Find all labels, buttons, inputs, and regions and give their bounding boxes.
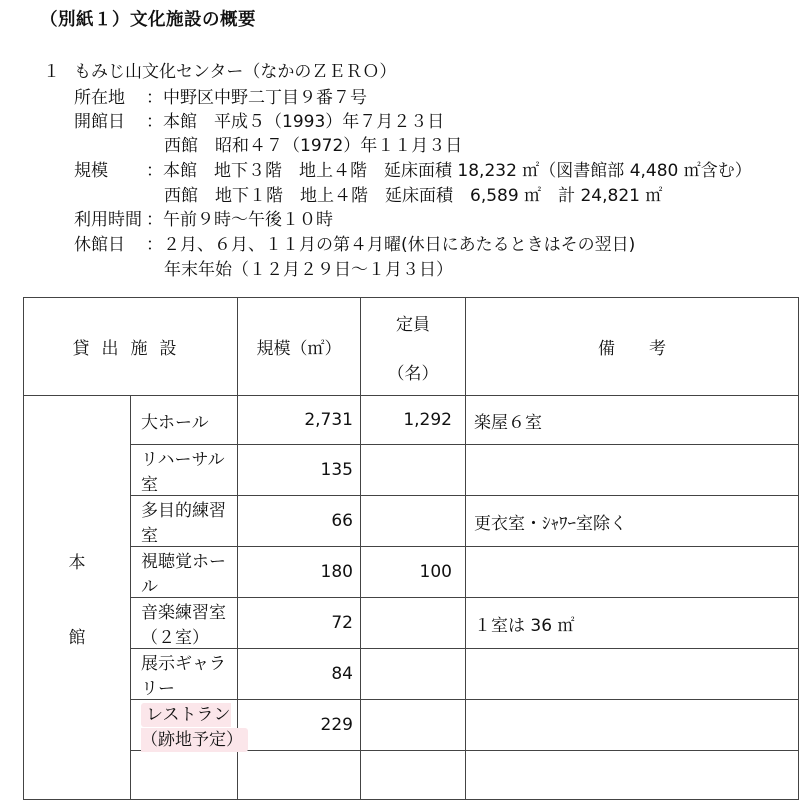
row-area: 135: [238, 445, 361, 496]
row-area: 2,731: [238, 396, 361, 445]
location-value: ：中野区中野二丁目９番７号: [146, 88, 367, 108]
opening-label: 開館日: [74, 112, 125, 132]
row-note: 楽屋６室: [466, 396, 799, 445]
row-capacity: [361, 700, 466, 751]
scale-main: ：本館 地下３階 地上４階 延床面積 18,232 ㎡（図書館部 4,480 ㎡含む）: [146, 161, 752, 181]
table-row: [24, 396, 799, 445]
row-capacity: 100: [361, 547, 466, 598]
row-name: [131, 700, 243, 751]
row-name: 展示ギャラリー: [131, 649, 238, 700]
row-area-empty: [238, 751, 361, 800]
table-row: [24, 598, 799, 649]
row-area: 72: [238, 598, 361, 649]
opening-west: 西館 昭和４７（1972）年１１月３日: [164, 136, 463, 156]
closed-value: ：２月、６月、１１月の第４月曜(休日にあたるときはその翌日): [146, 235, 636, 255]
table-row: [24, 649, 799, 700]
table-row: [24, 496, 799, 547]
highlighted-row-name: レストラン（跡地予定）: [141, 703, 248, 752]
row-capacity: [361, 496, 466, 547]
header-capacity: [361, 298, 466, 396]
hours-label: 利用時間: [74, 210, 142, 230]
row-note: 更衣室・ｼｬﾜｰ室除く: [466, 496, 799, 547]
header-note: [466, 298, 799, 396]
table-row: [24, 547, 799, 598]
row-name-empty: [131, 751, 238, 800]
closed-label: 休館日: [74, 235, 125, 255]
table-row: [24, 445, 799, 496]
row-area: 84: [238, 649, 361, 700]
header-area: 規模（㎡）: [238, 298, 361, 396]
row-name: 大ホール: [131, 396, 238, 445]
row-capacity: [361, 445, 466, 496]
table-row-partial: [24, 751, 799, 800]
row-capacity: [361, 598, 466, 649]
location-label: 所在地: [74, 88, 125, 108]
row-capacity: 1,292: [361, 396, 466, 445]
header-facility: 貸出施設: [24, 298, 238, 396]
group-label-b: 館: [68, 627, 86, 648]
row-name: 視聴覚ホール: [131, 547, 238, 598]
row-area: 180: [238, 547, 361, 598]
opening-main: ：本館 平成５（1993）年７月２３日: [146, 112, 445, 132]
hours-value: ：午前９時～午後１０時: [146, 210, 333, 230]
scale-label: 規模: [74, 161, 108, 181]
facility-number: １: [43, 62, 60, 82]
row-name: 音楽練習室（２室）: [131, 598, 238, 649]
header-capacity-top: 定員: [396, 314, 430, 335]
row-name: リハーサル室: [131, 445, 238, 496]
page-heading: （別紙１）文化施設の概要: [40, 10, 256, 30]
header-note-b: 考: [649, 339, 666, 359]
row-note: [466, 649, 799, 700]
closed-value-2: 年末年始（１２月２９日～１月３日）: [164, 260, 453, 280]
row-area: 229: [238, 700, 361, 751]
facility-table: [23, 297, 799, 800]
header-note-a: 備: [598, 339, 615, 359]
row-note: [466, 547, 799, 598]
row-capacity-empty: [361, 751, 466, 800]
row-note-empty: [466, 751, 799, 800]
facility-title: [43, 61, 396, 83]
row-area: 66: [238, 496, 361, 547]
table-header-row: [24, 298, 799, 396]
header-capacity-bottom: （名）: [387, 363, 439, 384]
group-label-cell: [24, 396, 131, 800]
facility-name: もみじ山文化センター（なかのＺＥＲＯ）: [74, 62, 397, 82]
row-note: [466, 700, 799, 751]
table-row: [24, 700, 799, 751]
row-note: １室は 36 ㎡: [466, 598, 799, 649]
row-note: [466, 445, 799, 496]
group-label-a: 本: [68, 552, 86, 573]
scale-west: 西館 地下１階 地上４階 延床面積 6,589 ㎡ 計 24,821 ㎡: [164, 186, 663, 206]
row-name: 多目的練習室: [131, 496, 238, 547]
row-capacity: [361, 649, 466, 700]
